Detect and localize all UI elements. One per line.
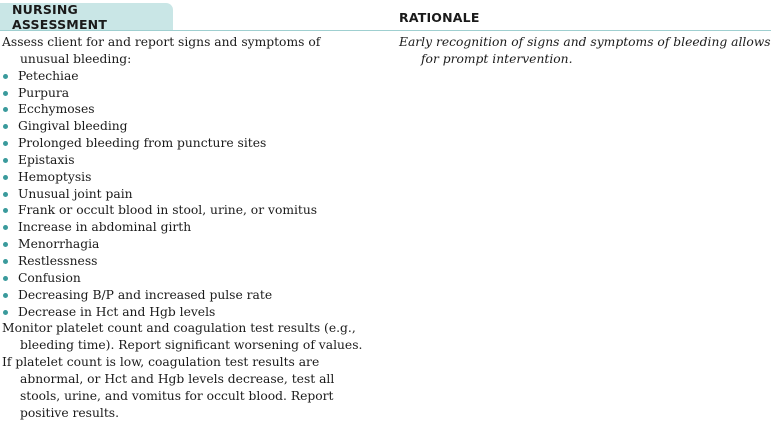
list-item — [2, 152, 372, 169]
list-item-text: Prolonged bleeding from puncture sites — [18, 136, 267, 151]
list-item — [2, 68, 372, 85]
list-item-text: Epistaxis — [18, 152, 75, 167]
occult-blood-paragraph: If platelet count is low, coagulation test results are abnormal, or Hct and Hgb levels decrease, test all stools, urine, and vomitus for occult blood. Report positive results. — [2, 355, 335, 420]
list-item — [2, 236, 372, 253]
rationale-column — [399, 34, 771, 68]
assessment-intro: Assess client for and report signs and symptoms of unusual bleeding: — [2, 35, 321, 66]
bullet-icon — [3, 74, 8, 79]
bullet-icon — [3, 259, 8, 264]
list-item — [2, 304, 372, 321]
bullet-icon — [3, 192, 8, 197]
assessment-column — [2, 34, 372, 421]
list-item — [2, 270, 372, 287]
list-item-text: Unusual joint pain — [18, 186, 133, 201]
list-item — [2, 101, 372, 118]
list-item-text: Purpura — [18, 85, 70, 100]
bullet-icon — [3, 158, 8, 163]
list-item — [2, 253, 372, 270]
list-item — [2, 186, 372, 203]
nursing-assessment-header: NURSING ASSESSMENT — [0, 3, 173, 30]
list-item — [2, 169, 372, 186]
list-item — [2, 287, 372, 304]
bullet-icon — [3, 91, 8, 96]
bullet-icon — [3, 141, 8, 146]
bleeding-signs-list — [2, 68, 372, 321]
bullet-icon — [3, 208, 8, 213]
list-item-text: Hemoptysis — [18, 169, 92, 184]
rationale-header: RATIONALE — [399, 10, 480, 25]
list-item — [2, 219, 372, 236]
bullet-icon — [3, 276, 8, 281]
list-item — [2, 202, 372, 219]
list-item-text: Petechiae — [18, 68, 79, 83]
bullet-icon — [3, 107, 8, 112]
bullet-icon — [3, 310, 8, 315]
list-item-text: Gingival bleeding — [18, 119, 128, 134]
list-item-text: Menorrhagia — [18, 237, 100, 252]
bullet-icon — [3, 124, 8, 129]
list-item-text: Decreasing B/P and increased pulse rate — [18, 287, 273, 302]
rationale-text: Early recognition of signs and symptoms of bleeding allows for prompt intervention. — [399, 35, 771, 66]
bullet-icon — [3, 225, 8, 230]
list-item — [2, 85, 372, 102]
list-item — [2, 118, 372, 135]
list-item-text: Frank or occult blood in stool, urine, or vomitus — [18, 203, 318, 218]
list-item-text: Confusion — [18, 270, 81, 285]
list-item — [2, 135, 372, 152]
bullet-icon — [3, 175, 8, 180]
bullet-icon — [3, 242, 8, 247]
monitor-paragraph: Monitor platelet count and coagulation test results (e.g., bleeding time). Report significant worsening of values. — [2, 321, 363, 353]
list-item-text: Decrease in Hct and Hgb levels — [18, 304, 216, 319]
list-item-text: Ecchymoses — [18, 102, 95, 117]
list-item-text: Restlessness — [18, 253, 98, 268]
bullet-icon — [3, 293, 8, 298]
list-item-text: Increase in abdominal girth — [18, 220, 192, 235]
table-header — [0, 0, 771, 31]
